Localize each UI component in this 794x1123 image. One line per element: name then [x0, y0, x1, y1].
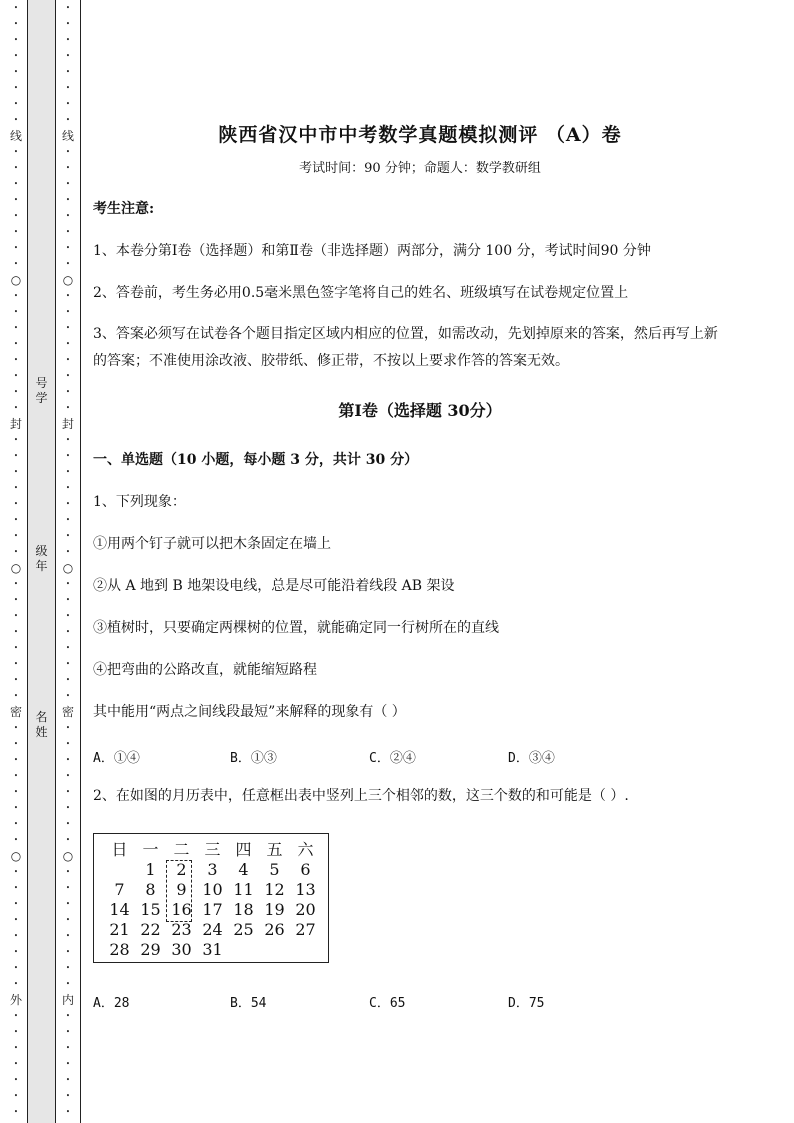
inner-binding-dot: •: [65, 180, 71, 188]
q1-item-1: ①用两个钉子就可以把木条固定在墙上: [93, 536, 331, 552]
inner-binding-label: 线: [61, 129, 74, 143]
outer-binding-dot: •: [13, 724, 19, 732]
inner-binding-dot: •: [65, 356, 71, 364]
outer-binding-dot: •: [13, 500, 19, 508]
inner-binding-dot: •: [65, 164, 71, 172]
q2-option-c[interactable]: C．65: [369, 996, 406, 1011]
calendar-cell: 4: [238, 860, 249, 879]
inner-binding-dot: •: [65, 20, 71, 28]
outer-binding-dot: •: [13, 1092, 19, 1100]
inner-binding-dot: •: [65, 804, 71, 812]
outer-binding-dot: •: [13, 36, 19, 44]
q1-stem: 1、下列现象：: [93, 494, 186, 510]
inner-binding-dot: •: [65, 308, 71, 316]
q2-option-d[interactable]: D．75: [508, 996, 545, 1011]
inner-binding-dot: •: [65, 4, 71, 12]
outer-binding-label: 线: [9, 129, 22, 143]
outer-binding-dot: •: [13, 980, 19, 988]
outer-binding-dot: •: [13, 1108, 19, 1116]
inner-binding-dot: •: [65, 1092, 71, 1100]
calendar-cell: 23: [171, 920, 192, 939]
outer-binding-dot: •: [13, 1044, 19, 1052]
notice-3: 3、答案必须写在试卷各个题目指定区域内相应的位置，如需改动，先划掉原来的答案，然后再写上新: [93, 326, 718, 342]
q1-item-4: ④把弯曲的公路改直，就能缩短路程: [93, 662, 317, 678]
calendar-cell: 9: [176, 880, 187, 899]
q2-option-b[interactable]: B．54: [230, 996, 267, 1011]
calendar-row: [104, 920, 321, 940]
calendar-cell: 17: [202, 900, 223, 919]
outer-binding-dot: •: [13, 4, 19, 12]
inner-binding-dot: •: [65, 468, 71, 476]
inner-binding-dot: •: [65, 1044, 71, 1052]
outer-binding-dot: •: [13, 356, 19, 364]
outer-binding-dot: •: [13, 580, 19, 588]
calendar-cell: 30: [171, 940, 192, 959]
notice-heading: 考生注意:: [93, 201, 155, 217]
outer-binding-dot: •: [13, 340, 19, 348]
outer-binding-label: ○: [10, 273, 22, 287]
inner-binding-dot: •: [65, 932, 71, 940]
inner-binding-dot: •: [65, 116, 71, 124]
inner-binding-dot: •: [65, 1028, 71, 1036]
outer-binding-dot: •: [13, 1076, 19, 1084]
notice-1: 1、本卷分第Ⅰ卷（选择题）和第Ⅱ卷（非选择题）两部分，满分 100 分，考试时间90 分钟: [93, 243, 651, 259]
outer-binding-dot: •: [13, 164, 19, 172]
inner-binding-dot: •: [65, 52, 71, 60]
inner-binding-dot: •: [65, 676, 71, 684]
outer-binding-dot: •: [13, 836, 19, 844]
calendar-header-cell: 日: [111, 840, 128, 859]
q1-item-3: ③植树时，只要确定两棵树的位置，就能确定同一行树所在的直线: [93, 620, 499, 636]
outer-binding-dot: •: [13, 116, 19, 124]
inner-binding-label: ○: [62, 849, 74, 863]
calendar-cell: [259, 940, 290, 960]
calendar-header-cell: 二: [173, 840, 190, 859]
calendar-table: [93, 833, 329, 963]
q1-option-c[interactable]: C．②④: [369, 751, 416, 766]
outer-binding-dot: •: [13, 436, 19, 444]
calendar-row: [104, 860, 321, 880]
outer-binding-dot: •: [13, 612, 19, 620]
calendar-cell: 15: [140, 900, 161, 919]
inner-binding-dot: •: [65, 36, 71, 44]
inner-binding-dot: •: [65, 868, 71, 876]
calendar-header-cell: 三: [204, 840, 221, 859]
outer-binding-dot: •: [13, 324, 19, 332]
outer-binding-dot: •: [13, 948, 19, 956]
outer-binding-dot: •: [13, 548, 19, 556]
calendar-cell: 31: [202, 940, 223, 959]
outer-binding-dot: •: [13, 468, 19, 476]
inner-binding-dot: •: [65, 484, 71, 492]
calendar-header-cell: 一: [142, 840, 159, 859]
inner-binding-label: ○: [62, 273, 74, 287]
calendar-cell: 10: [202, 880, 223, 899]
calendar-cell: 19: [264, 900, 285, 919]
outer-binding-dot: •: [13, 212, 19, 220]
outer-binding-dot: •: [13, 804, 19, 812]
outer-binding-dot: •: [13, 772, 19, 780]
inner-binding-dot: •: [65, 948, 71, 956]
inner-binding-label: 密: [61, 705, 74, 719]
outer-binding-dot: •: [13, 372, 19, 380]
calendar-dashed-frame: [166, 860, 192, 922]
inner-binding-label: 封: [61, 417, 74, 431]
inner-binding-dot: •: [65, 372, 71, 380]
calendar-cell: [104, 860, 135, 880]
inner-binding-dot: •: [65, 500, 71, 508]
calendar-cell: [228, 940, 259, 960]
inner-binding-dot: •: [65, 836, 71, 844]
inner-binding-dot: •: [65, 740, 71, 748]
inner-binding-dot: •: [65, 516, 71, 524]
calendar-cell: 2: [176, 860, 187, 879]
student-number-label: 号学: [35, 376, 48, 405]
calendar-cell: 14: [109, 900, 130, 919]
inner-binding-dot: •: [65, 548, 71, 556]
calendar-cell: 12: [264, 880, 285, 899]
calendar-cell: 3: [207, 860, 218, 879]
calendar-cell: 13: [295, 880, 316, 899]
calendar-cell: 8: [145, 880, 156, 899]
inner-binding-dot: •: [65, 84, 71, 92]
calendar-header-cell: 四: [235, 840, 252, 859]
calendar-row: [104, 880, 321, 900]
outer-binding-dot: •: [13, 292, 19, 300]
outer-binding-dot: •: [13, 932, 19, 940]
outer-binding-label: 密: [9, 705, 22, 719]
outer-binding-dot: •: [13, 628, 19, 636]
inner-binding-dot: •: [65, 772, 71, 780]
outer-binding-dot: •: [13, 68, 19, 76]
calendar-grid: [104, 840, 321, 960]
inner-binding-dot: •: [65, 884, 71, 892]
inner-binding-dot: •: [65, 1060, 71, 1068]
outer-binding-dot: •: [13, 100, 19, 108]
outer-binding-label: ○: [10, 561, 22, 575]
inner-binding-label: 内: [61, 993, 74, 1007]
calendar-cell: 26: [264, 920, 285, 939]
outer-binding-dot: •: [13, 756, 19, 764]
outer-binding-dot: •: [13, 388, 19, 396]
notice-3-cont: 的答案；不准使用涂改液、胶带纸、修正带，不按以上要求作答的答案无效。: [93, 353, 569, 369]
outer-binding-dot: •: [13, 644, 19, 652]
outer-binding-dot: •: [13, 452, 19, 460]
inner-binding-dot: •: [65, 596, 71, 604]
calendar-header-cell: 六: [297, 840, 314, 859]
inner-binding-dot: •: [65, 388, 71, 396]
outer-binding-label: ○: [10, 849, 22, 863]
outer-binding-dot: •: [13, 404, 19, 412]
inner-binding-dot: •: [65, 692, 71, 700]
outer-binding-dot: •: [13, 820, 19, 828]
outer-binding-dot: •: [13, 1060, 19, 1068]
outer-binding-dot: •: [13, 196, 19, 204]
outer-binding-dot: •: [13, 84, 19, 92]
inner-binding-label: ○: [62, 561, 74, 575]
calendar-cell: 29: [140, 940, 161, 959]
section-title: 第Ⅰ卷（选择题 30分）: [338, 401, 502, 420]
outer-binding-dot: •: [13, 244, 19, 252]
outer-binding-dot: •: [13, 692, 19, 700]
q1-option-d[interactable]: D．③④: [508, 751, 555, 766]
inner-binding-dot: •: [65, 260, 71, 268]
calendar-header-row: [104, 840, 321, 860]
inner-binding-dot: •: [65, 244, 71, 252]
calendar-cell: 6: [300, 860, 311, 879]
inner-binding-dot: •: [65, 324, 71, 332]
outer-binding-dot: •: [13, 660, 19, 668]
outer-binding-label: 外: [9, 993, 22, 1007]
q1-option-b[interactable]: B．①③: [230, 751, 277, 766]
outer-binding-dot: •: [13, 1028, 19, 1036]
outer-binding-dot: •: [13, 868, 19, 876]
outer-binding-dot: •: [13, 788, 19, 796]
inner-binding-dot: •: [65, 964, 71, 972]
inner-binding-dot: •: [65, 100, 71, 108]
binding-outer-column: [4, 0, 28, 1123]
q1-question: 其中能用“两点之间线段最短”来解释的现象有（ ）: [93, 704, 406, 720]
inner-binding-dot: •: [65, 452, 71, 460]
outer-binding-dot: •: [13, 20, 19, 28]
inner-binding-dot: •: [65, 788, 71, 796]
outer-binding-dot: •: [13, 900, 19, 908]
binding-strip: [27, 0, 56, 1123]
grade-label: 级年: [35, 544, 48, 573]
calendar-row: [104, 940, 321, 960]
inner-binding-dot: •: [65, 820, 71, 828]
outer-binding-dot: •: [13, 884, 19, 892]
q1-option-a[interactable]: A．①④: [93, 751, 140, 766]
calendar-cell: 5: [269, 860, 280, 879]
calendar-row: [104, 900, 321, 920]
inner-binding-dot: •: [65, 1108, 71, 1116]
calendar-cell: 24: [202, 920, 223, 939]
outer-binding-dot: •: [13, 308, 19, 316]
inner-binding-dot: •: [65, 980, 71, 988]
inner-binding-dot: •: [65, 1076, 71, 1084]
inner-binding-dot: •: [65, 756, 71, 764]
q2-stem: 2、在如图的月历表中，任意框出表中竖列上三个相邻的数，这三个数的和可能是（ ）.: [93, 788, 629, 804]
outer-binding-dot: •: [13, 1012, 19, 1020]
inner-binding-dot: •: [65, 532, 71, 540]
calendar-cell: [290, 940, 321, 960]
calendar-cell: 16: [171, 900, 192, 919]
outer-binding-dot: •: [13, 148, 19, 156]
inner-binding-dot: •: [65, 916, 71, 924]
inner-binding-dot: •: [65, 580, 71, 588]
calendar-cell: 1: [145, 860, 156, 879]
outer-binding-dot: •: [13, 484, 19, 492]
calendar-cell: 22: [140, 920, 161, 939]
inner-binding-dot: •: [65, 628, 71, 636]
inner-binding-dot: •: [65, 212, 71, 220]
outer-dot-column: [4, 0, 28, 1123]
exam-info: 考试时间：90 分钟；命题人：数学教研组: [299, 161, 541, 176]
inner-binding-dot: •: [65, 292, 71, 300]
inner-binding-dot: •: [65, 660, 71, 668]
inner-binding-dot: •: [65, 228, 71, 236]
inner-binding-dot: •: [65, 404, 71, 412]
q1-item-2: ②从 A 地到 B 地架设电线，总是尽可能沿着线段 AB 架设: [93, 578, 455, 594]
inner-binding-dot: •: [65, 644, 71, 652]
outer-binding-dot: •: [13, 228, 19, 236]
inner-binding-dot: •: [65, 900, 71, 908]
inner-binding-dot: •: [65, 436, 71, 444]
notice-2: 2、答卷前，考生务必用0.5毫米黑色签字笔将自己的姓名、班级填写在试卷规定位置上: [93, 285, 629, 301]
calendar-cell: 11: [233, 880, 254, 899]
inner-binding-dot: •: [65, 340, 71, 348]
outer-binding-dot: •: [13, 916, 19, 924]
outer-binding-dot: •: [13, 516, 19, 524]
part-heading: 一、单选题（10 小题，每小题 3 分，共计 30 分）: [93, 452, 419, 468]
calendar-cell: 18: [233, 900, 254, 919]
outer-binding-dot: •: [13, 52, 19, 60]
outer-binding-dot: •: [13, 740, 19, 748]
outer-binding-dot: •: [13, 596, 19, 604]
q2-option-a[interactable]: A．28: [93, 996, 130, 1011]
outer-binding-dot: •: [13, 180, 19, 188]
outer-binding-dot: •: [13, 532, 19, 540]
calendar-cell: 7: [114, 880, 125, 899]
inner-binding-dot: •: [65, 68, 71, 76]
calendar-cell: 20: [295, 900, 316, 919]
page-title: 陕西省汉中市中考数学真题模拟测评 （A）卷: [218, 124, 622, 146]
inner-binding-dot: •: [65, 724, 71, 732]
inner-binding-dot: •: [65, 196, 71, 204]
inner-binding-dot: •: [65, 148, 71, 156]
inner-dot-column: [56, 0, 80, 1123]
calendar-cell: 27: [295, 920, 316, 939]
outer-binding-dot: •: [13, 964, 19, 972]
binding-inner-column: [56, 0, 81, 1123]
inner-binding-dot: •: [65, 1012, 71, 1020]
calendar-cell: 25: [233, 920, 254, 939]
calendar-cell: 21: [109, 920, 130, 939]
calendar-cell: 28: [109, 940, 130, 959]
outer-binding-label: 封: [9, 417, 22, 431]
outer-binding-dot: •: [13, 260, 19, 268]
outer-binding-dot: •: [13, 676, 19, 684]
inner-binding-dot: •: [65, 612, 71, 620]
name-label: 名姓: [35, 710, 48, 739]
calendar-header-cell: 五: [266, 840, 283, 859]
